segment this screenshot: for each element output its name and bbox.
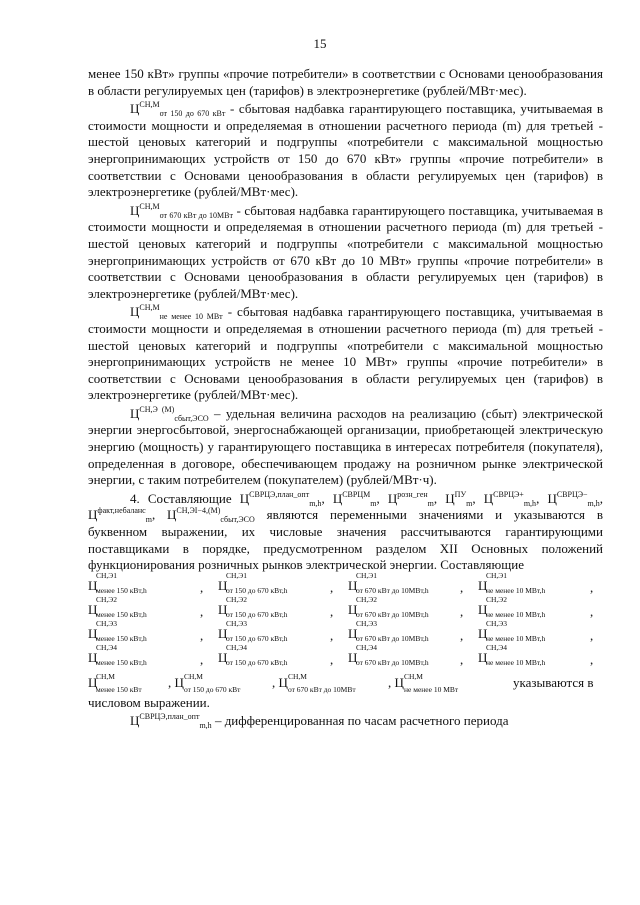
symbol-base: Ц bbox=[348, 649, 358, 665]
symbol-subscript: m,h bbox=[587, 498, 600, 508]
symbol-superscript: СН,Э4 bbox=[356, 642, 377, 652]
symbol-subscript: менее 150 кВт,h bbox=[96, 585, 147, 595]
component-symbol bbox=[478, 642, 603, 668]
symbol-subscript: сбыт,ЭСО bbox=[174, 413, 209, 423]
symbol-capacity-over10-b: , Ц СН,М не менее 10 МВт bbox=[388, 675, 404, 692]
item-4-text: являются переменными значениями и указываются в буквенном выражении, их числовые значения рассчитываются гарантирующими поставщиками в порядке, предусмотренном разделом XII Основных положений функционирования розничных рынков электрической энергии. Составляющие bbox=[88, 507, 603, 573]
definition-final bbox=[88, 713, 603, 730]
paragraph-continuation: менее 150 кВт» группы «прочие потребители» в соответствии с Основами ценообразования в области регулируемых цен (тарифов) в электроэнергетике (рублей/МВт·мес). bbox=[88, 66, 603, 98]
symbol-item4-6: $Ц^{факт,небаланс}_m$ bbox=[88, 506, 152, 525]
symbol-superscript: СН,М bbox=[96, 671, 115, 681]
symbol-subscript: от 670 кВт до 10МВт,h bbox=[356, 609, 429, 619]
definition-text: - сбытовая надбавка гарантирующего поставщика, учитываемая в стоимости мощности и определяемая в отношении расчетного периода (m) для третьей - шестой ценовых категорий и подгруппы «потребители с максимальной мощностью энергопринимающих устройств от 670 кВт до 10 МВт» группы «прочие потребители» в соответствии с Основами ценообразования в области регулируемых цен (тарифов) в электроэнергетике (рублей/МВт·мес). bbox=[88, 202, 603, 301]
symbol-capacity-over-10 bbox=[130, 303, 223, 322]
symbol-superscript: СН,Э2 bbox=[226, 594, 247, 604]
separator: , bbox=[330, 603, 334, 619]
symbol-base: Ц bbox=[130, 304, 140, 320]
symbol-base: Ц bbox=[88, 601, 98, 617]
symbol-base: Ц bbox=[130, 202, 140, 218]
symbol-subscript: не менее 10 МВт,h bbox=[486, 633, 546, 643]
symbol-base: Ц bbox=[478, 577, 488, 593]
symbol-superscript: СВРЦЭ+ bbox=[493, 489, 524, 499]
separator: , bbox=[460, 603, 464, 619]
symbol-subscript: не менее 10 МВт,h bbox=[486, 609, 546, 619]
separator: , bbox=[330, 627, 334, 643]
symbol-subscript: m,h bbox=[309, 498, 322, 508]
symbol-base: Ц bbox=[130, 405, 140, 421]
separator: , bbox=[460, 579, 464, 595]
page-number: 15 bbox=[313, 36, 327, 51]
symbol-superscript: СН,М bbox=[184, 671, 203, 681]
symbol-superscript: СН,М bbox=[139, 100, 160, 110]
component-symbol bbox=[88, 594, 218, 620]
component-symbol bbox=[478, 570, 603, 596]
symbol-superscript: СН,Э1 bbox=[356, 570, 377, 580]
symbol-subscript: от 150 до 670 кВт,h bbox=[226, 609, 288, 619]
symbol-subscript: менее 150 кВт bbox=[96, 684, 142, 694]
component-symbol bbox=[478, 594, 603, 620]
symbol-superscript: СВРЦЭ,план_опт bbox=[139, 712, 200, 722]
symbol-item4-3: $Ц^{ПУ}_m$ bbox=[445, 489, 473, 508]
components-grid bbox=[88, 570, 603, 668]
symbol-capacity-670-10 bbox=[130, 203, 233, 218]
symbol-subscript: m,h bbox=[199, 721, 212, 731]
component-symbol bbox=[88, 570, 218, 596]
symbol-superscript: СН,Э3 bbox=[226, 618, 247, 628]
symbol-base: Ц bbox=[348, 577, 358, 593]
symbol-base: Ц bbox=[348, 625, 358, 641]
symbol-sales-cost bbox=[130, 406, 209, 421]
symbol-superscript: розн_ген bbox=[397, 489, 428, 499]
symbol-base: Ц bbox=[478, 601, 488, 617]
component-symbol bbox=[88, 618, 218, 644]
symbol-subscript: не менее 10 МВт,h bbox=[486, 657, 546, 667]
item-4-paragraph: 4. Составляющие $Ц^{СВРЦЭ,план\_опт}_{m,h}$, $Ц^{СВРЦМ}_m$, $Ц^{розн\_ген}_m$, $Ц^{ПУ}_m$, $Ц^{СВРЦЭ+}_{m,h}$, $Ц^{СВРЦЭ-}_{m,h}$, $Ц^{факт,небаланс}_m$, $Ц^{СН,ЭI-4,(М)}_{сбыт,ЭСО}$ являются переменными значениями и указываются в буквенном выражении, их числовые значения рассчитываются гарантирующими поставщиками в порядке, предусмотренном разделом XII Основных положений функционирования розничных рынков электрической энергии. Составляющие bbox=[88, 489, 604, 573]
symbol-subscript: от 150 до 670 кВт,h bbox=[226, 657, 288, 667]
symbol-subscript: от 670 кВт до 10МВт,h bbox=[356, 585, 429, 595]
tail-text-continued: числовом выражении. bbox=[88, 694, 210, 710]
symbol-superscript: СВРЦЭ− bbox=[556, 489, 588, 499]
symbol-subscript: от 150 до 670 кВт,h bbox=[226, 585, 288, 595]
symbol-subscript: не менее 10 МВт,h bbox=[486, 585, 546, 595]
symbol-superscript: СН,М bbox=[139, 201, 160, 211]
definition-text: - сбытовая надбавка гарантирующего поставщика, учитываемая в стоимости мощности и определяемая в отношении расчетного периода (m) для третьей - шестой ценовых категорий и подгруппы «потребители с максимальной мощностью энергопринимающих устройств от 150 до 670 кВт» группы «прочие потребители» в соответствии с Основами ценообразования в области регулируемых цен (тарифов) в электроэнергетике (рублей/МВт·мес). bbox=[88, 101, 603, 200]
document-body bbox=[88, 66, 603, 730]
separator: , bbox=[460, 651, 464, 667]
separator: , bbox=[200, 579, 204, 595]
symbol-subscript: менее 150 кВт,h bbox=[96, 657, 147, 667]
symbol-superscript: СН,М bbox=[139, 303, 160, 313]
symbol-subscript: m bbox=[466, 498, 473, 508]
symbol-subscript: менее 150 кВт,h bbox=[96, 633, 147, 643]
symbol-superscript: СН,Э1 bbox=[96, 570, 117, 580]
symbol-base: Ц bbox=[88, 577, 98, 593]
definition-capacity-over-10 bbox=[88, 304, 603, 404]
separator: , bbox=[590, 603, 594, 619]
symbol-subscript: m,h bbox=[523, 498, 537, 508]
component-symbol bbox=[478, 618, 603, 644]
separator: , bbox=[200, 627, 204, 643]
symbol-subscript: от 150 до 670 кВт bbox=[184, 684, 241, 694]
symbol-superscript: СН,М bbox=[404, 671, 423, 681]
symbol-capacity-150-670 bbox=[130, 100, 226, 119]
symbol-item4-4: $Ц^{СВРЦЭ+}_{m,h}$ bbox=[483, 489, 537, 508]
symbol-base: Ц bbox=[88, 649, 98, 665]
symbol-subscript: от 670 кВт до 10МВт bbox=[288, 684, 356, 694]
separator: , bbox=[590, 579, 594, 595]
symbol-superscript: СН,Э3 bbox=[96, 618, 117, 628]
symbol-subscript: m bbox=[427, 498, 434, 508]
definition-text: – дифференцированная по часам расчетного периода bbox=[211, 713, 509, 729]
symbol-base: Ц bbox=[218, 577, 228, 593]
symbol-superscript: СН,Э4 bbox=[226, 642, 247, 652]
symbol-subscript: от 150 до 670 кВт bbox=[159, 109, 226, 119]
symbol-capacity-670-10-b: , Ц СН,М от 670 кВт до 10МВт bbox=[272, 675, 288, 692]
symbol-superscript: СН,Э2 bbox=[356, 594, 377, 604]
symbol-superscript: СН,Э2 bbox=[96, 594, 117, 604]
symbol-base: Ц bbox=[218, 649, 228, 665]
symbol-superscript: СН,ЭI−4,(М) bbox=[176, 506, 221, 516]
definition-capacity-150-670 bbox=[88, 101, 603, 201]
symbol-subscript: от 670 кВт до 10МВт bbox=[159, 210, 233, 220]
symbol-subscript: от 150 до 670 кВт,h bbox=[226, 633, 288, 643]
symbol-subscript: менее 150 кВт,h bbox=[96, 609, 147, 619]
symbol-base: Ц bbox=[218, 601, 228, 617]
definition-capacity-670-10 bbox=[88, 203, 603, 303]
symbol-subscript: m bbox=[145, 515, 152, 525]
component-symbol bbox=[218, 594, 348, 620]
symbol-base: Ц bbox=[348, 601, 358, 617]
separator: , bbox=[460, 627, 464, 643]
symbol-subscript: не менее 10 МВт bbox=[404, 684, 459, 694]
symbol-superscript: СН,Э2 bbox=[486, 594, 507, 604]
component-symbol bbox=[218, 618, 348, 644]
symbol-superscript: СН,Э1 bbox=[486, 570, 507, 580]
component-symbol bbox=[348, 618, 478, 644]
components-last-row bbox=[88, 671, 603, 695]
component-symbol bbox=[348, 570, 478, 596]
component-symbol bbox=[218, 642, 348, 668]
component-symbol bbox=[348, 642, 478, 668]
symbol-base: Ц bbox=[478, 649, 488, 665]
tail-text: указываются в bbox=[513, 674, 594, 690]
separator: , bbox=[330, 579, 334, 595]
symbol-capacity-150-670-b: , Ц СН,М от 150 до 670 кВт bbox=[168, 675, 184, 692]
separator: , bbox=[200, 603, 204, 619]
symbol-item4-0: $Ц^{СВРЦЭ,план\_опт}_{m,h}$ bbox=[239, 489, 322, 508]
symbol-capacity-lt150: Ц СН,М менее 150 кВт bbox=[88, 675, 97, 692]
symbol-superscript: СВРЦМ bbox=[342, 489, 371, 499]
symbol-subscript: сбыт,ЭСО bbox=[220, 515, 255, 525]
definition-sales-cost bbox=[88, 406, 603, 489]
symbol-subscript: не менее 10 МВт bbox=[159, 312, 223, 322]
symbol-item4-7: $Ц^{СН,ЭI-4,(М)}_{сбыт,ЭСО}$ bbox=[167, 506, 255, 525]
item-4-lead: 4. Составляющие bbox=[130, 490, 240, 506]
separator: , bbox=[590, 627, 594, 643]
symbol-superscript: СН,Э3 bbox=[356, 618, 377, 628]
symbol-base: Ц bbox=[130, 101, 140, 117]
symbol-superscript: СН,Э (М) bbox=[139, 404, 175, 414]
separator: , bbox=[330, 651, 334, 667]
component-symbol bbox=[348, 594, 478, 620]
definition-text: - сбытовая надбавка гарантирующего поставщика, учитываемая в стоимости мощности и определяемая в отношении расчетного периода (m) для третьей - шестой ценовых категорий и подгруппы «потребители с максимальной мощностью энергопринимающих устройств не менее 10 МВт» группы «прочие потребители» в соответствии с Основами ценообразования в области регулируемых цен (тарифов) в электроэнергетике (рублей/МВт·мес). bbox=[88, 304, 603, 403]
symbol-superscript: СВРЦЭ,план_опт bbox=[249, 489, 310, 499]
symbol-superscript: СН,Э4 bbox=[96, 642, 117, 652]
symbol-subscript: от 670 кВт до 10МВт,h bbox=[356, 633, 429, 643]
symbol-item4-1: $Ц^{СВРЦМ}_m$ bbox=[332, 489, 377, 508]
symbol-subscript: от 670 кВт до 10МВт,h bbox=[356, 657, 429, 667]
symbol-final: $Ц^{СВРЦЭ,план\_опт}_{m,h}$ bbox=[130, 712, 212, 731]
symbol-base: Ц bbox=[218, 625, 228, 641]
symbol-superscript: СН,М bbox=[288, 671, 307, 681]
separator: , bbox=[200, 651, 204, 667]
symbol-base: Ц bbox=[88, 625, 98, 641]
definition-text: – удельная величина расходов на реализацию (сбыт) электрической энергии энергосбытовой, энергоснабжающей организации, приобретающей электрическую энергию (мощность) у гарантирующего поставщика в интересах потребителя (покупателя), определенная в договоре, обеспечивающем продажу на розничном рынке электрической энергии, с таким потребителем (покупателем) (рублей/МВт·ч). bbox=[88, 405, 603, 488]
component-symbol bbox=[88, 642, 218, 668]
symbol-superscript: СН,Э4 bbox=[486, 642, 507, 652]
symbol-superscript: ПУ bbox=[454, 489, 467, 499]
symbol-item4-2: $Ц^{розн\_ген}_m$ bbox=[387, 489, 434, 508]
symbol-superscript: СН,Э1 bbox=[226, 570, 247, 580]
component-symbol bbox=[218, 570, 348, 596]
symbol-superscript: СН,Э3 bbox=[486, 618, 507, 628]
symbol-subscript: m bbox=[370, 498, 377, 508]
separator: , bbox=[590, 651, 594, 667]
symbol-superscript: факт,небаланс bbox=[97, 506, 146, 516]
symbol-base: Ц bbox=[478, 625, 488, 641]
symbol-item4-5: $Ц^{СВРЦЭ-}_{m,h}$ bbox=[547, 489, 600, 508]
